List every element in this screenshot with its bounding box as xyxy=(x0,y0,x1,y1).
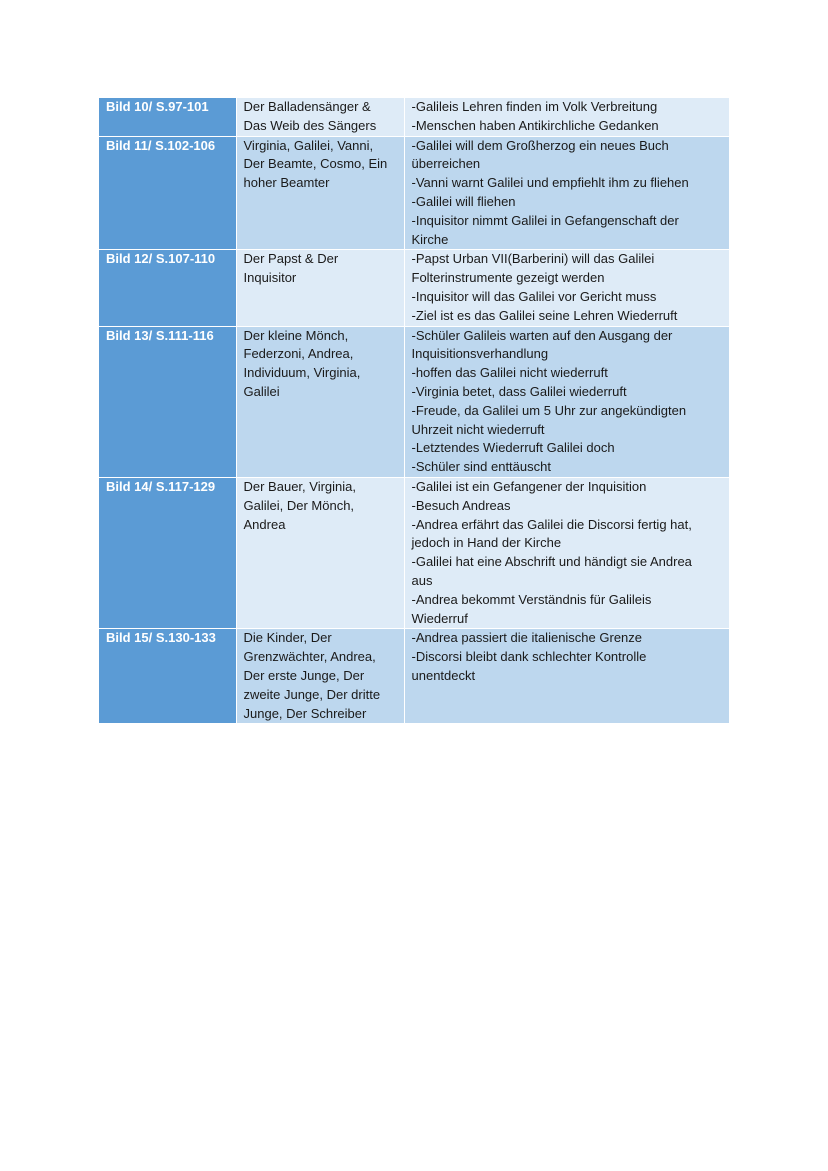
bild-label: Bild 14/ S.117-129 xyxy=(106,478,216,494)
table-row xyxy=(99,629,729,724)
scene-table-body xyxy=(99,98,729,724)
note-line: Inquisitionsverhandlung xyxy=(411,346,549,362)
note-line: Kirche xyxy=(411,231,449,247)
note-line: -Andrea passiert die italienische Grenze xyxy=(411,630,643,646)
table-row xyxy=(99,250,729,326)
note-line: -Ziel ist es das Galilei seine Lehren Wiederruft xyxy=(411,307,678,323)
people-line: Die Kinder, Der xyxy=(243,630,332,646)
bild-cell xyxy=(99,98,236,136)
note-line: -Papst Urban VII(Barberini) will das Galilei xyxy=(411,251,655,267)
people-cell xyxy=(236,250,404,326)
note-line: -Andrea erfährt das Galilei die Discorsi fertig hat, xyxy=(411,516,692,532)
note-line: -Schüler Galileis warten auf den Ausgang der xyxy=(411,327,673,343)
people-line: Andrea xyxy=(243,516,286,532)
people-line: Grenzwächter, Andrea, xyxy=(243,649,376,665)
note-line: jedoch in Hand der Kirche xyxy=(411,535,562,551)
note-line: -Galilei will dem Großherzog ein neues Buch xyxy=(411,137,669,153)
people-line: Der kleine Mönch, xyxy=(243,327,349,343)
people-cell xyxy=(236,477,404,628)
scene-table xyxy=(99,98,729,724)
bild-cell xyxy=(99,326,236,477)
note-line: -Andrea bekommt Verständnis für Galileis xyxy=(411,591,652,607)
people-line: Der Bauer, Virginia, xyxy=(243,478,356,494)
people-line: Individuum, Virginia, xyxy=(243,365,361,381)
note-line: -Galilei will fliehen xyxy=(411,193,516,209)
table-row xyxy=(99,136,729,250)
note-line: Folterinstrumente gezeigt werden xyxy=(411,270,605,286)
bild-cell xyxy=(99,629,236,724)
note-line: -Inquisitor will das Galilei vor Gericht muss xyxy=(411,288,657,304)
table-row xyxy=(99,326,729,477)
people-line: Inquisitor xyxy=(243,270,297,286)
notes-cell xyxy=(404,250,729,326)
bild-label: Bild 15/ S.130-133 xyxy=(106,630,216,646)
people-line: Der Papst & Der xyxy=(243,251,339,267)
people-line: Der Balladensänger & xyxy=(243,99,371,114)
people-line: Junge, Der Schreiber xyxy=(243,705,367,721)
bild-label: Bild 13/ S.111-116 xyxy=(106,327,214,343)
note-line: -Vanni warnt Galilei und empfiehlt ihm zu fliehen xyxy=(411,175,689,191)
people-line: zweite Junge, Der dritte xyxy=(243,686,381,702)
people-cell xyxy=(236,629,404,724)
notes-cell xyxy=(404,326,729,477)
note-line: -Discorsi bleibt dank schlechter Kontrolle xyxy=(411,649,647,665)
note-line: aus xyxy=(411,572,433,588)
note-line: -Letztendes Wiederruft Galilei doch xyxy=(411,440,615,456)
people-line: Galilei, Der Mönch, xyxy=(243,497,355,513)
note-line: -Schüler sind enttäuscht xyxy=(411,459,551,475)
note-line: Uhrzeit nicht wiederruft xyxy=(411,421,545,437)
note-line: -Freude, da Galilei um 5 Uhr zur angekündigten xyxy=(411,402,687,418)
note-line: -hoffen das Galilei nicht wiederruft xyxy=(411,365,608,381)
table-row xyxy=(99,98,729,136)
people-line: Das Weib des Sängers xyxy=(243,117,377,133)
notes-cell xyxy=(404,98,729,136)
people-line: Der erste Junge, Der xyxy=(243,667,365,683)
note-line: überreichen xyxy=(411,156,481,172)
notes-cell xyxy=(404,629,729,724)
table-row xyxy=(99,477,729,628)
bild-label: Bild 11/ S.102-106 xyxy=(106,137,216,153)
people-cell xyxy=(236,326,404,477)
people-line: Virginia, Galilei, Vanni, xyxy=(243,137,374,153)
note-line: -Virginia betet, dass Galilei wiederruft xyxy=(411,383,627,399)
note-line: -Galilei hat eine Abschrift und händigt sie Andrea xyxy=(411,554,692,570)
note-line: unentdeckt xyxy=(411,667,476,683)
note-line: -Inquisitor nimmt Galilei in Gefangenschaft der xyxy=(411,212,679,228)
bild-label: Bild 10/ S.97-101 xyxy=(106,99,209,114)
bild-cell xyxy=(99,477,236,628)
note-line: Wiederruf xyxy=(411,610,468,626)
people-line: Federzoni, Andrea, xyxy=(243,346,354,362)
people-line: Galilei xyxy=(243,383,280,399)
notes-cell xyxy=(404,477,729,628)
bild-cell xyxy=(99,250,236,326)
note-line: -Besuch Andreas xyxy=(411,497,511,513)
note-line: -Galileis Lehren finden im Volk Verbreitung xyxy=(411,99,658,114)
bild-label: Bild 12/ S.107-110 xyxy=(106,251,216,267)
people-line: Der Beamte, Cosmo, Ein xyxy=(243,156,388,172)
note-line: -Galilei ist ein Gefangener der Inquisition xyxy=(411,478,647,494)
people-cell xyxy=(236,98,404,136)
bild-cell xyxy=(99,136,236,250)
notes-cell xyxy=(404,136,729,250)
note-line: -Menschen haben Antikirchliche Gedanken xyxy=(411,117,659,133)
people-line: hoher Beamter xyxy=(243,175,330,191)
people-cell xyxy=(236,136,404,250)
